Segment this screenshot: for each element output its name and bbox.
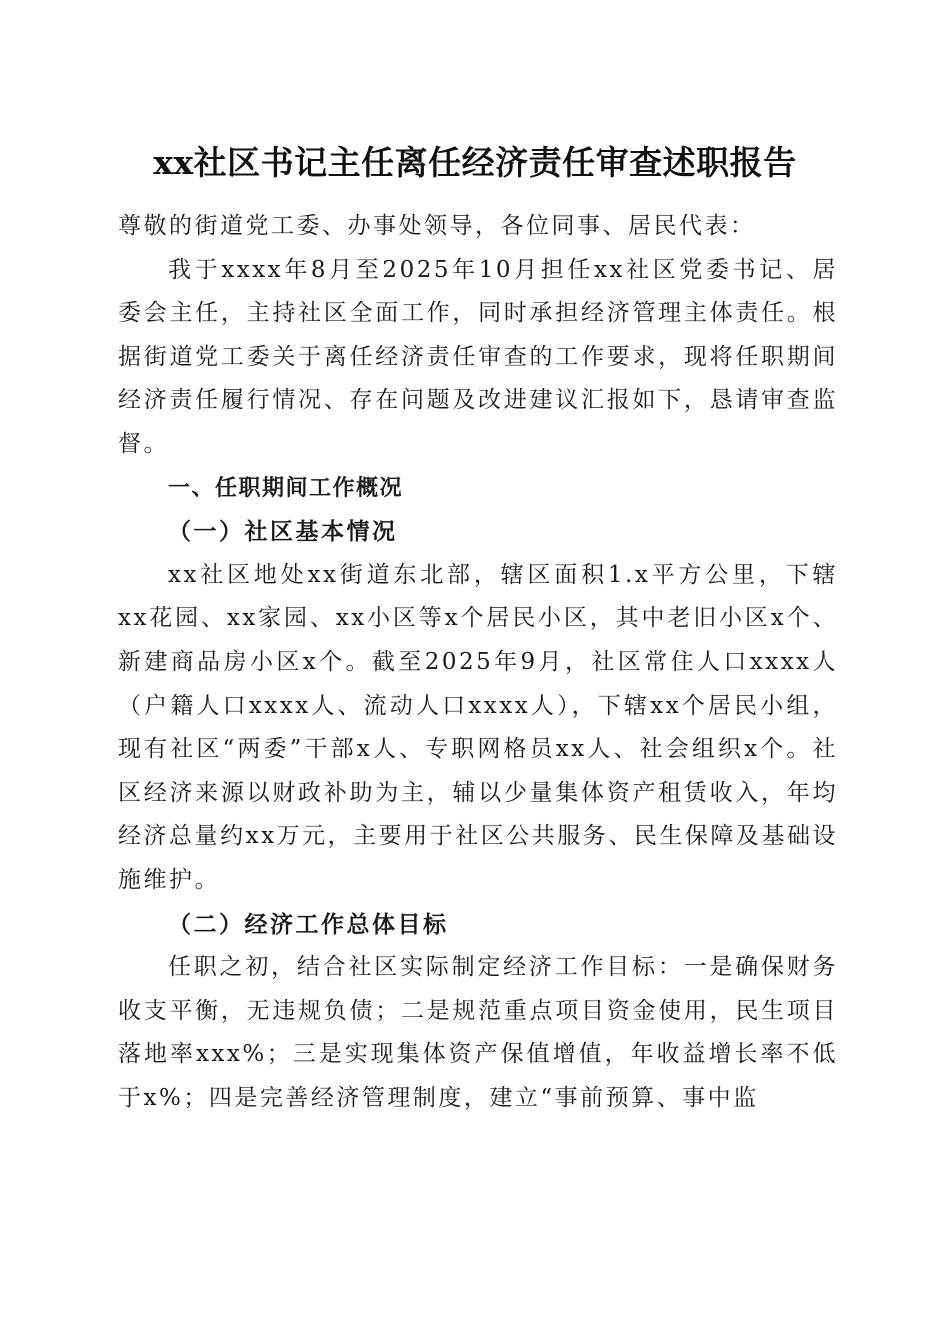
document-body: [118, 205, 838, 1120]
economic-goals-paragraph: 任职之初，结合社区实际制定经济工作目标：一是确保财务收支平衡，无违规负债；二是规范重点项目资金使用，民生项目落地率xxx%；三是实现集体资产保值增值，年收益增长率不低于x%；四是完善经济管理制度，建立“事前预算、事中监: [118, 954, 838, 1111]
section-heading-work-overview: 一、任职期间工作概况: [168, 475, 404, 501]
community-basics-paragraph: xx社区地处xx街道东北部，辖区面积1.x平方公里，下辖xx花园、xx家园、xx小区等x个居民小区，其中老旧小区x个、新建商品房小区x个。截至2025年9月，社区常住人口xxxx人（户籍人口xxxx人、流动人口xxxx人），下辖xx个居民小组，现有社区“两委”干部x人、专职网格员xx人、社会组织x个。社区经济来源以财政补助为主，辅以少量集体资产租赁收入，年均经济总量约xx万元，主要用于社区公共服务、民生保障及基础设施维护。: [118, 561, 838, 893]
salutation: 尊敬的街道党工委、办事处领导，各位同事、居民代表：: [118, 213, 756, 239]
document-title: xx社区书记主任离任经济责任审查述职报告: [153, 143, 797, 182]
subsection-heading-economic-goals: （二）经济工作总体目标: [168, 910, 449, 938]
subsection-heading-community-basics: （一）社区基本情况: [168, 518, 398, 546]
intro-paragraph: 我于xxxx年8月至2025年10月担任xx社区党委书记、居委会主任，主持社区全面工作，同时承担经济管理主体责任。根据街道党工委关于离任经济责任审查的工作要求，现将任职期间经济责任履行情况、存在问题及改进建议汇报如下，恳请审查监督。: [118, 256, 838, 457]
